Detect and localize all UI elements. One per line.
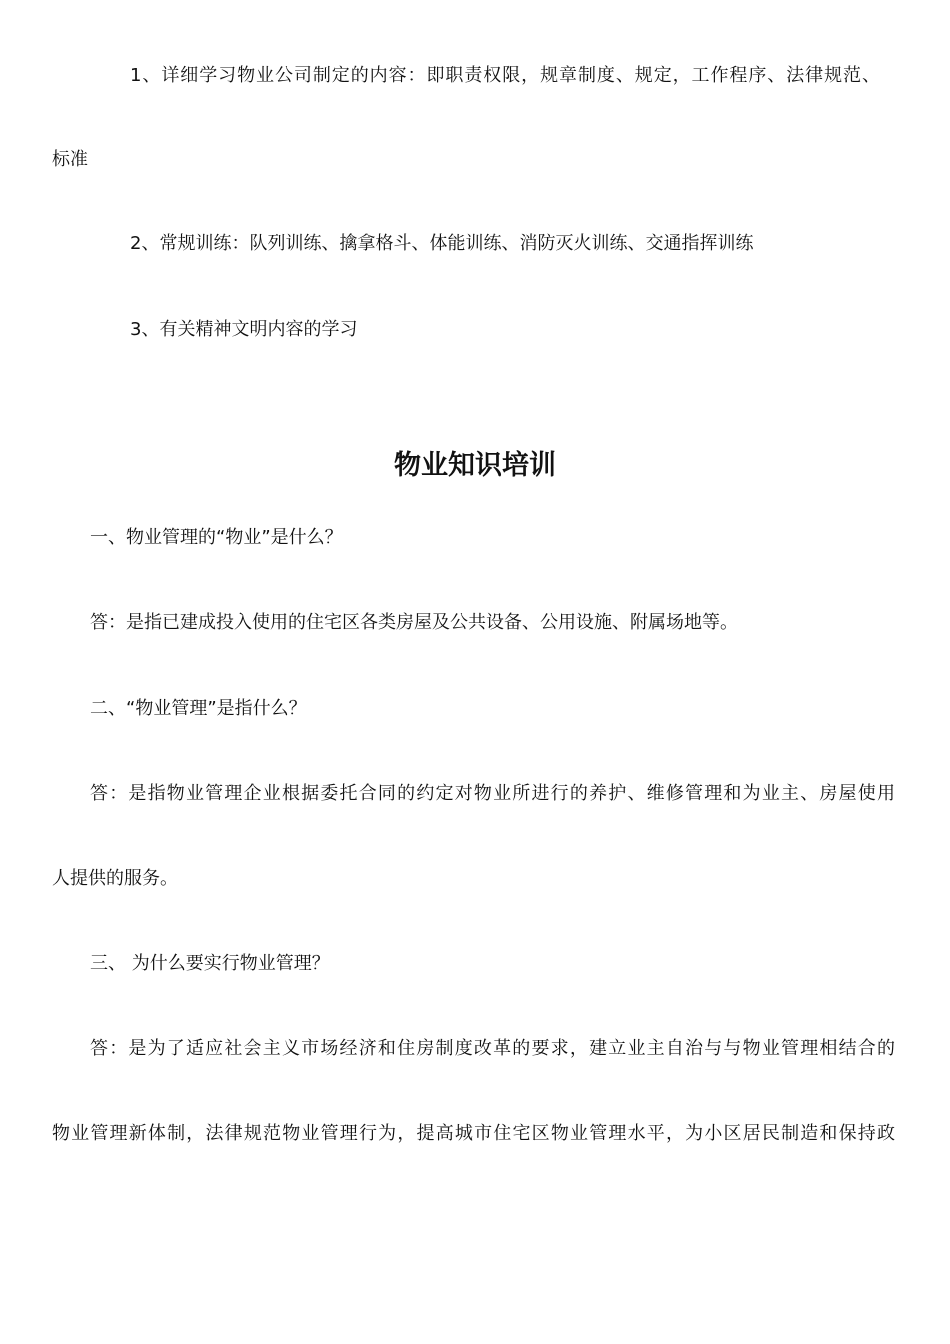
answer-2-line-2: 人提供的服务。: [52, 868, 178, 889]
answer-3-line-2: 物业管理新体制，法律规范物业管理行为，提高城市住宅区物业管理水平，为小区居民制造和保持政: [52, 1123, 895, 1144]
intro-item-3: 3、有关精神文明内容的学习: [130, 319, 358, 340]
answer-2-line-1: 答：是指物业管理企业根据委托合同的约定对物业所进行的养护、维修管理和为业主、房屋使用: [90, 783, 895, 804]
intro-item-1-continuation: 标准: [52, 149, 88, 170]
intro-item-1: 1、详细学习物业公司制定的内容：即职责权限，规章制度、规定，工作程序、法律规范、: [130, 65, 880, 86]
question-2: 二、“物业管理”是指什么？: [90, 698, 307, 719]
intro-item-2: 2、常规训练：队列训练、擒拿格斗、体能训练、消防灭火训练、交通指挥训练: [130, 233, 754, 254]
section-title: 物业知识培训: [394, 450, 556, 481]
question-3: 三、 为什么要实行物业管理？: [90, 953, 330, 974]
answer-1: 答：是指已建成投入使用的住宅区各类房屋及公共设备、公用设施、附属场地等。: [90, 612, 738, 633]
answer-3-line-1: 答：是为了适应社会主义市场经济和住房制度改革的要求，建立业主自治与与物业管理相结合的: [90, 1038, 895, 1059]
question-1: 一、物业管理的“物业”是什么？: [90, 527, 343, 548]
